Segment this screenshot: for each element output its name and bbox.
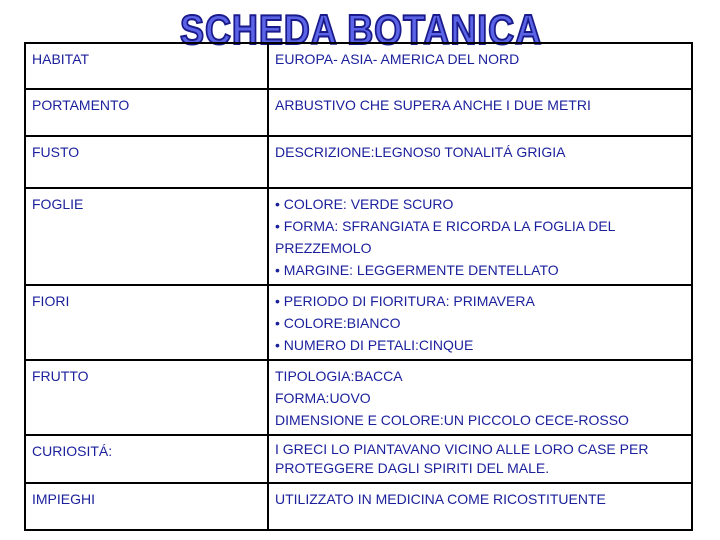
row-label: PORTAMENTO (25, 89, 268, 136)
row-label: FUSTO (25, 136, 268, 188)
table-row (25, 188, 692, 285)
table-row (25, 435, 692, 483)
value-line: • NUMERO DI PETALI:CINQUE (275, 337, 474, 353)
row-value (268, 43, 692, 89)
row-value (268, 360, 692, 435)
row-value (268, 435, 692, 483)
table-row (25, 43, 692, 89)
row-label: CURIOSITÁ: (25, 435, 268, 483)
row-label: FOGLIE (25, 188, 268, 285)
row-label: FIORI (25, 285, 268, 360)
botanical-table (24, 42, 693, 531)
table-row (25, 89, 692, 136)
value-line: • COLORE:BIANCO (275, 315, 401, 331)
table-row (25, 285, 692, 360)
value-line: DESCRIZIONE:LEGNOS0 TONALITÁ GRIGIA (275, 144, 566, 160)
value-line: FORMA:UOVO (275, 390, 371, 406)
value-line: • MARGINE: LEGGERMENTE DENTELLATO (275, 262, 559, 278)
value-line: DIMENSIONE E COLORE:UN PICCOLO CECE-ROSSO (275, 412, 629, 428)
row-label: HABITAT (25, 43, 268, 89)
value-line: • PERIODO DI FIORITURA: PRIMAVERA (275, 293, 535, 309)
row-value (268, 89, 692, 136)
table-row (25, 136, 692, 188)
row-label: IMPIEGHI (25, 483, 268, 530)
row-value (268, 136, 692, 188)
value-line: EUROPA- ASIA- AMERICA DEL NORD (275, 51, 520, 67)
row-value (268, 188, 692, 285)
row-value (268, 285, 692, 360)
row-value (268, 483, 692, 530)
value-line: • FORMA: SFRANGIATA E RICORDA LA FOGLIA DEL PREZZEMOLO (275, 218, 615, 256)
row-label: FRUTTO (25, 360, 268, 435)
page-title: SCHEDA BOTANICA (180, 6, 543, 53)
value-line: • COLORE: VERDE SCURO (275, 196, 454, 212)
value-line: ARBUSTIVO CHE SUPERA ANCHE I DUE METRI (275, 97, 591, 113)
value-line: I GRECI LO PIANTAVANO VICINO ALLE LORO CASE PER PROTEGGERE DAGLI SPIRITI DEL MALE. (275, 441, 649, 476)
table-row (25, 360, 692, 435)
value-line: UTILIZZATO IN MEDICINA COME RICOSTITUENTE (275, 491, 606, 507)
table-row (25, 483, 692, 530)
value-line: TIPOLOGIA:BACCA (275, 368, 403, 384)
